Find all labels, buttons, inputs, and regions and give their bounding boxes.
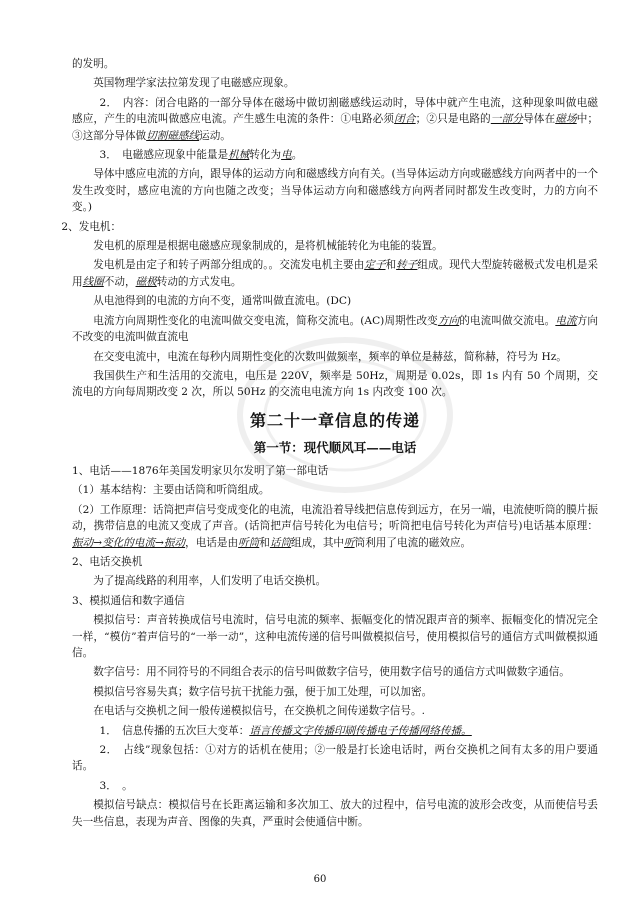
underlined-term: 电 (281, 149, 292, 162)
text-line: 2、电话交换机 (72, 555, 143, 568)
text-line: 发电机的原理是根据电磁感应现象制成的，是将机械能转化为电能的装置。 (93, 240, 443, 253)
paragraph-energy (72, 147, 598, 163)
text-line: 为了提高线路的利用率，人们发明了电话交换机。 (93, 575, 327, 588)
text-line: 模拟信号容易失真；数字信号抗干扰能力强，便于加工处理，可以加密。 (93, 685, 433, 698)
text-line: 模拟信号：声音转换成信号电流时，信号电流的频率、振幅变化的情况跟声音的频率、振幅变化的情况完全一样，“模仿”着声信号的“一举一动”，这种电流传递的信号叫做模拟信号，使用模拟信号的通信方式叫做模拟通信。 (72, 614, 598, 659)
text-run: 方向不改变的电流叫做直流电 (72, 314, 599, 344)
paragraph-phone-principle (72, 502, 598, 551)
underlined-term: 机械 (228, 149, 250, 162)
text-run: 转化为 (249, 149, 282, 162)
heading-generator: 2、发电机： (61, 220, 122, 233)
underlined-term: 切割磁感线 (146, 129, 200, 142)
text-run: 的电流叫做交流电。 (459, 314, 556, 327)
text-run: 3． 电磁感应现象中能量是 (99, 149, 229, 162)
paragraph-generator-parts (72, 257, 598, 290)
text-line: 3． 。 (99, 779, 133, 792)
text-run: 导体在 (523, 113, 556, 126)
text-line: 2． 占线”现象包括：①对方的话机在使用；②一般是打长途电话时，两台交换机之间有太多的用户要通话。 (72, 743, 598, 773)
text-run: ，电话是由 (185, 536, 239, 549)
underlined-term: 转子 (396, 259, 418, 272)
text-line: 1、电话——1876年美国发明家贝尔发明了第一部电话 (72, 464, 329, 477)
document-page (61, 56, 599, 833)
text-run: （2）工作原理：话筒把声信号变成变化的电流，电流沿着导线把信息传到远方，在另一端，电流使听筒的膜片振动，携带信息的电流又变成了声音。(话筒把声信号转化为电信号；听筒把电信号转化为声信号)电话基本原理： (72, 503, 598, 533)
underlined-term: 方向 (437, 314, 460, 327)
text-line: 3、模拟通信和数字通信 (72, 594, 185, 607)
text-line: 在交变电流中，电流在每秒内周期性变化的次数叫做频率，频率的单位是赫兹，简称赫，符号为 Hz。 (93, 350, 567, 363)
text-line: 导体中感应电流的方向，跟导体的运动方向和磁感线方向有关。(当导体运动方向或磁感线方向两者中的一个发生改变时，感应电流的方向也随之改变；当导体运动方向和磁感线方向两者同时都发生改变时，力的方向不变。) (72, 168, 598, 214)
text-run: 转动的方式发电。 (156, 275, 242, 288)
text-run: 。 (291, 149, 303, 162)
underlined-term: 电流 (555, 314, 577, 327)
paragraph-ac-dc (72, 313, 598, 346)
text-run: 组成。现代大型旋转磁极式发电机是采用 (72, 259, 599, 288)
text-line: 我国供生产和生活用的交流电，电压是 220V，频率是 50Hz，周期是 0.02s，即 1s 内有 50 个周期，交流电的方向每周期改变 2 次，所以 50Hz 的交流电电流方向 1s 内改变 100 次。 (72, 369, 598, 399)
underlined-term: 听筒 (238, 536, 260, 549)
text-run: 组成，其中 (291, 536, 345, 549)
text-run: 发电机是由定子和转子两部分组成的。。交流发电机主要由 (93, 259, 365, 272)
underlined-term: 磁极 (135, 275, 157, 288)
text-run: 不动， (103, 275, 136, 288)
underlined-term: 振动→变化的电流→振动 (72, 536, 186, 549)
text-run: 2． 内容：闭合电路的一部分导体在磁场中做切割磁感线运动时，导体中就产生电流，这种现象叫做电磁感应，产生的电流叫做感应电流。产生感生电流的条件：①电路必须 (72, 96, 598, 126)
text-line: （1）基本结构：主要由话筒和听筒组成。 (72, 484, 270, 497)
underlined-term: 定子 (364, 259, 386, 272)
underlined-term: 听 (344, 536, 355, 549)
paragraph-induction-content (72, 95, 598, 144)
paragraph-media-revolutions (72, 723, 598, 739)
underlined-term: 磁场 (555, 113, 577, 126)
text-line: 英国物理学家法拉第发现了电磁感应现象。 (93, 77, 295, 90)
chapter-title: 第二十一章信息的传递 (249, 410, 420, 430)
text-run: 中；③这部分导体做 (72, 113, 599, 142)
text-line: 在电话与交换机之间一般传递模拟信号，在交换机之间传递数字信号。. (93, 705, 425, 718)
text-run: 和 (259, 536, 270, 549)
text-line: 数字信号：用不同符号的不同组合表示的信号叫做数字信号，使用数字信号的通信方式叫做数字通信。 (93, 666, 570, 679)
text-line: 的发明。 (72, 58, 115, 70)
text-run: 电流方向周期性变化的电流叫做交变电流，简称交流电。(AC)周期性改变 (93, 314, 438, 327)
text-line: 模拟信号缺点：模拟信号在长距离运输和多次加工、放大的过程中，信号电流的波形会改变，从而使信号丢失一些信息，表现为声音、图像的失真，严重时会使通信中断。 (72, 799, 598, 828)
section-title: 第一节：现代顺风耳——电话 (253, 439, 417, 455)
text-run: 筒利用了电流的磁效应。 (354, 536, 472, 549)
underlined-term: 语言传播文字传播印刷传播电子传播网络传播。 (249, 724, 472, 737)
underlined-term: 话筒 (269, 536, 292, 549)
underlined-term: 一部分 (490, 113, 524, 126)
page-number: 60 (313, 874, 327, 885)
underlined-term: 闭合 (394, 113, 416, 126)
text-run: 1． 信息传播的五次巨大变革： (99, 724, 250, 737)
underlined-term: 线圈 (82, 275, 104, 288)
text-run: 和 (385, 259, 397, 272)
text-line: 从电池得到的电流的方向不变，通常叫做直流电。(DC) (93, 295, 352, 308)
text-run: 运动。 (199, 129, 231, 142)
text-run: ；②只是电路的 (415, 113, 491, 126)
